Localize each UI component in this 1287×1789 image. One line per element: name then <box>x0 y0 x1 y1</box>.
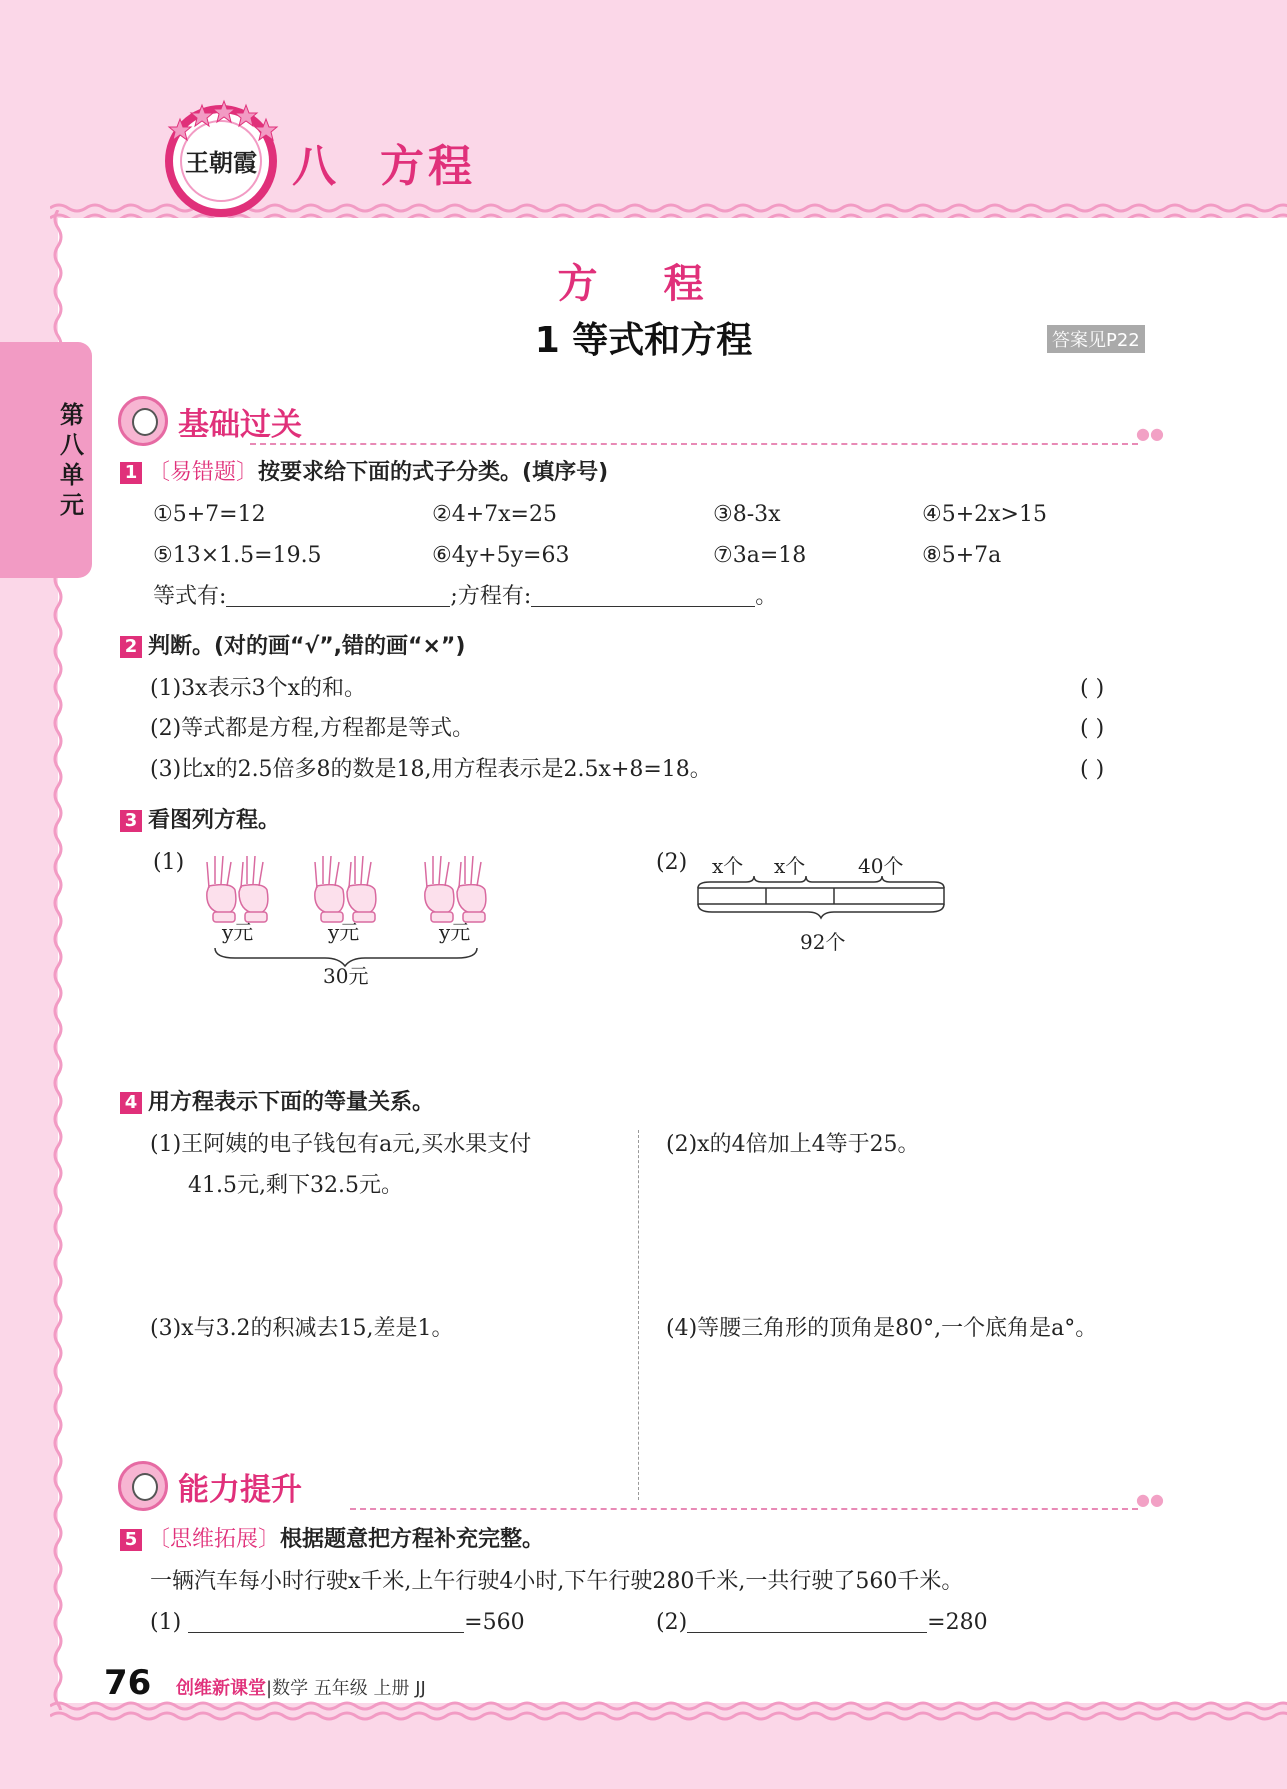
segment-label: x个 <box>774 854 806 878</box>
glove-price-label: y元 <box>328 920 360 944</box>
glove-pair-icon <box>315 856 376 922</box>
avatar-icon <box>118 396 168 446</box>
lesson-title: 1 等式和方程 <box>534 320 753 361</box>
page-number: 76 <box>104 1663 152 1703</box>
segment-total-label: 92个 <box>800 930 846 954</box>
q3-part-1-label: (1) <box>153 850 185 875</box>
section-title: 能力提升 <box>178 1471 302 1508</box>
q4-subquestion-3: (3)x与3.2的积减去15,差是1。 <box>150 1316 454 1341</box>
question-4-prompt: 4 用方程表示下面的等量关系。 <box>120 1090 434 1116</box>
answer-reference-badge: 答案见P22 <box>1047 325 1145 353</box>
svg-text:王朝霞: 王朝霞 <box>185 148 257 177</box>
question-3-prompt: 3 看图列方程。 <box>120 808 280 834</box>
avatar-icon <box>118 1461 168 1511</box>
q1-item: ①5+7=12 <box>153 502 266 527</box>
segment-brace-40 <box>834 876 944 888</box>
glove-total-label: 30元 <box>323 964 369 988</box>
glove-pair-icon <box>425 856 486 922</box>
q2-statement: (2)等式都是方程,方程都是等式。 <box>150 716 475 741</box>
segment-label: x个 <box>712 854 744 878</box>
q3-part-2-label: (2) <box>656 850 688 875</box>
answer-blank[interactable] <box>188 1632 464 1633</box>
section-divider <box>250 443 1138 445</box>
answer-blank[interactable] <box>687 1632 927 1633</box>
q4-subquestion-4: (4)等腰三角形的顶角是80°,一个底角是a°。 <box>666 1316 1098 1341</box>
segment-brace-x2 <box>766 876 834 882</box>
chapter-title: 方 程 <box>557 261 730 307</box>
q4-subquestion-2: (2)x的4倍加上4等于25。 <box>666 1132 920 1157</box>
glove-price-label: y元 <box>222 920 254 944</box>
footer-info: 创维新课堂|数学 五年级 上册 JJ <box>176 1678 426 1699</box>
question-1-prompt: 1 〔易错题〕按要求给下面的式子分类。(填序号) <box>120 460 608 486</box>
glove-price-label: y元 <box>439 920 471 944</box>
section-title: 基础过关 <box>178 406 302 443</box>
segment-brace-x1 <box>698 876 766 888</box>
q1-item: ⑧5+7a <box>922 543 1002 568</box>
q2-statement: (3)比x的2.5倍多8的数是18,用方程表示是2.5x+8=18。 <box>150 757 712 782</box>
q1-item: ⑥4y+5y=63 <box>432 543 570 568</box>
answer-blank-equations-with-unknown[interactable] <box>531 606 755 607</box>
q1-item: ③8-3x <box>713 502 781 527</box>
q5-equation-1: (1) =560 <box>150 1610 525 1635</box>
section-divider <box>350 1508 1138 1510</box>
question-5-prompt: 5 〔思维拓展〕根据题意把方程补充完整。 <box>120 1527 544 1553</box>
q1-item: ⑤13×1.5=19.5 <box>153 543 322 568</box>
q2-statement: (1)3x表示3个x的和。 <box>150 676 366 701</box>
side-tab-label: 第八单元 <box>60 401 84 519</box>
answer-blank-equations[interactable] <box>226 606 450 607</box>
question-2-prompt: 2 判断。(对的画“√”,错的画“×”) <box>120 634 465 660</box>
publisher-logo <box>160 95 282 217</box>
unit-title: 八 方程 <box>292 141 476 192</box>
section-header-advanced <box>118 1461 302 1511</box>
segment-bar <box>698 888 944 904</box>
q5-equation-2: (2) =280 <box>656 1610 988 1635</box>
dots-decoration-icon: ●● <box>1136 1490 1164 1509</box>
q4-subquestion-1-cont: 41.5元,剩下32.5元。 <box>188 1173 403 1198</box>
q1-item: ④5+2x>15 <box>922 502 1047 527</box>
q1-item: ②4+7x=25 <box>432 502 557 527</box>
q5-problem-text: 一辆汽车每小时行驶x千米,上午行驶4小时,下午行驶280千米,一共行驶了560千米。 <box>150 1569 964 1594</box>
q1-item: ⑦3a=18 <box>713 543 807 568</box>
segment-label: 40个 <box>858 854 904 878</box>
q4-subquestion-1: (1)王阿姨的电子钱包有a元,买水果支付 <box>150 1132 532 1157</box>
answer-parentheses[interactable]: ( ) <box>1080 716 1105 741</box>
answer-parentheses[interactable]: ( ) <box>1080 757 1105 782</box>
glove-pair-icon <box>207 856 268 922</box>
answer-parentheses[interactable]: ( ) <box>1080 676 1105 701</box>
section-header-basic <box>118 396 302 446</box>
total-brace <box>698 904 944 918</box>
q1-answer-line: 等式有: ;方程有: 。 <box>153 584 778 609</box>
column-divider <box>638 1130 639 1500</box>
q3-segment-diagram <box>690 868 960 928</box>
dots-decoration-icon: ●● <box>1136 424 1164 443</box>
